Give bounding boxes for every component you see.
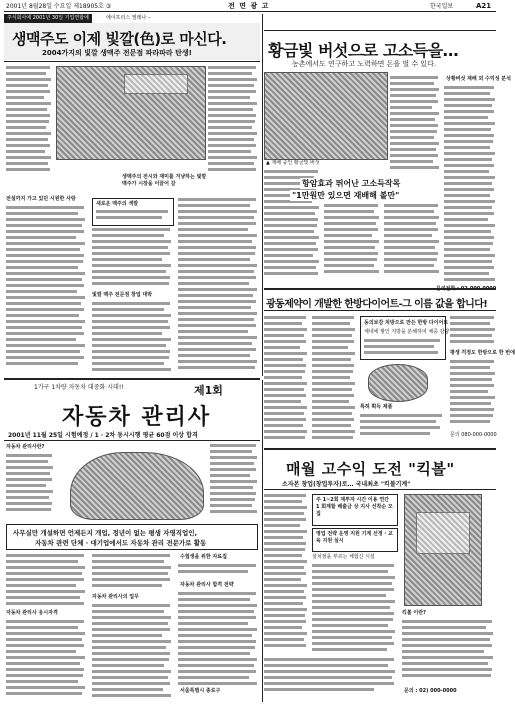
body-text-column [402,620,494,682]
diet-ad [264,292,515,446]
car-round: 제1회 [194,384,223,397]
car-banner-line1: 사무실만 개설하면 언제든지 개업, 정년이 없는 평생 자영직업인, [13,529,198,537]
divider [264,310,496,311]
section-title: 전 면 광 고 [228,2,270,10]
kickball-sub-head: 킥볼 이란? [402,610,426,616]
diet-sub-box-line2: 체내에 쌓인 지방을 분해하여 체중 감량 [364,329,450,335]
beer-headline: 생맥주도 이제 빛깔(色)로 마신다. [12,30,227,48]
kickball-subhead: 소자본 창업(창업투자)로… 국내최초 "킥볼기계" [282,481,411,488]
kickball-machine-panel [416,512,470,554]
diet-tag: 특허 획득 제품 [360,404,393,410]
beer-ad [4,14,260,376]
body-text-column [384,204,440,278]
body-text-column [390,76,440,176]
body-text-column [92,604,172,698]
beer-subhead: 2004가지의 빛깔 생맥주 전문점 파라파라 탄생! [42,49,192,57]
body-text-column [178,564,258,578]
body-text-column [208,66,258,174]
diet-phone: 문의 080-000-0000 [450,432,497,438]
column-divider [262,14,263,376]
kickball-box-2-text: 영업 전략 운영 지원 기계 선정 · 교육 지원 실시 [316,531,393,544]
car-contact: 서울특별시 종로구 [180,688,221,694]
kickball-phone: 문의 : 02) 000-0000 [404,688,457,694]
body-text-column [444,86,496,284]
body-text-column [96,210,170,224]
kickball-headline: 매월 고수익 도전 "킥볼" [286,460,455,478]
divider [264,448,496,450]
body-text-column [6,66,52,174]
diet-side-head: 평생 걱정도 한방으로 한 번에 [450,350,515,356]
body-text-column [92,228,172,288]
divider [4,61,260,62]
car-sub-head-1: 자동차 관리사 응시자격 [6,610,58,616]
car-manager-ad [4,382,260,702]
body-text-column [210,444,258,518]
diet-product-photo [368,364,428,402]
body-text-column [312,564,396,654]
diet-sub-box-line1: 동의보감 처방으로 만든 한방 다이어트 [364,320,449,326]
car-kicker: 1가구 1차량 자동차 대중화 시대!! [34,384,124,391]
car-photo [70,452,204,520]
beer-ad-tag: 주식회사에 2001년 30일 기업연합에 [4,14,92,23]
body-text-column [6,620,86,698]
diet-sub-box [360,316,450,360]
header-rule [4,11,496,12]
mushroom-photo-caption: ▲ 재배 중인 황금빛 버섯 [266,160,320,166]
kickball-box-3: 설치점을 부르는 체험신 시설 [312,554,375,560]
page-number: A21 [476,2,492,10]
body-text-column [360,414,444,442]
body-text-column [92,302,172,372]
mushroom-ad [264,14,511,314]
beer-section-head: 전설까지 가고 있던 시원한 사랑 [6,196,76,202]
beer-mid-head2: 빛깔 맥주 전문점 창업 대박 [92,292,153,298]
body-text-column [312,316,356,442]
kickball-box-2 [312,528,398,552]
body-text-column [264,316,308,442]
body-text-column [264,658,396,694]
car-headline: 자동차 관리사 [62,405,212,430]
beer-mid-box [92,198,174,226]
mushroom-callout-2: "1만원만 있으면 재배해 볼만" [292,191,400,200]
car-sub-head-2: 자동차 관리사의 업무 [92,594,139,600]
body-text-column [178,198,258,372]
body-text-column [450,360,496,426]
paper-name: 한국일보 [430,3,454,10]
body-text-column [324,204,380,278]
diet-headline: 광동제약이 개발한 한방다이어트-그 이름 값을 합니다! [266,299,488,310]
mushroom-side-head: 상황버섯 재배 외 수익성 분석 [446,76,511,82]
car-banner-line2: 자동차 관련 단체 · 대기업에서도 자동차 관리 전문가로 활동 [35,539,207,547]
divider [4,440,260,441]
body-text-column [6,454,54,518]
car-banner [6,524,258,550]
body-text-column [450,316,496,346]
body-text-column [6,206,86,372]
car-sub-head-3: 수험생을 위한 자료집 [180,554,227,560]
body-text-column [92,554,172,590]
issue-date: 2001년 8월28일 수요일 제18905호 ③ [6,3,112,10]
column-divider [262,380,263,702]
divider [264,288,496,290]
beer-ad-tag2: 에이프리스 엘레나 – [106,15,151,21]
beer-photo-caption: 생맥주의 전시와 재미를 겨냥하는 빛깔 맥주가 시장을 이끌어 갈 [122,174,207,187]
kickball-box-1-text: 주 1~2회 재투자 시간 이용 연간 1 회계할 배출금 상 지사 선착순 모집 [316,497,393,517]
car-exam-info: 2001년 11월 25일 시험예정 / 1 · 2차 동시시행 평균 60점 이상 합격 [8,432,198,439]
body-text-column [6,554,86,608]
divider [264,30,496,31]
car-sub-head-4: 자동차 관리사 합격 전략 [180,582,234,588]
divider [4,378,260,380]
logo-placard [124,74,188,94]
kickball-box-1 [312,494,398,526]
kickball-ad [264,452,496,702]
beer-mid-head: 새로운 맥주의 색깔 [96,201,139,207]
mushroom-callout-1: 항암효과 뛰어난 고소득작목 [302,179,401,188]
body-text-column [178,592,258,686]
divider [264,489,496,490]
mushroom-subhead: 농촌에서도 연구하고 노력하면 돈을 벌 수 있다. [292,60,437,68]
body-text-column [364,339,442,357]
mushroom-headline: 황금빛 버섯으로 고소득을… [268,41,459,60]
body-text-column [264,494,308,654]
car-label: 자동차 관리사란? [6,444,45,450]
mushroom-photo [264,72,388,160]
